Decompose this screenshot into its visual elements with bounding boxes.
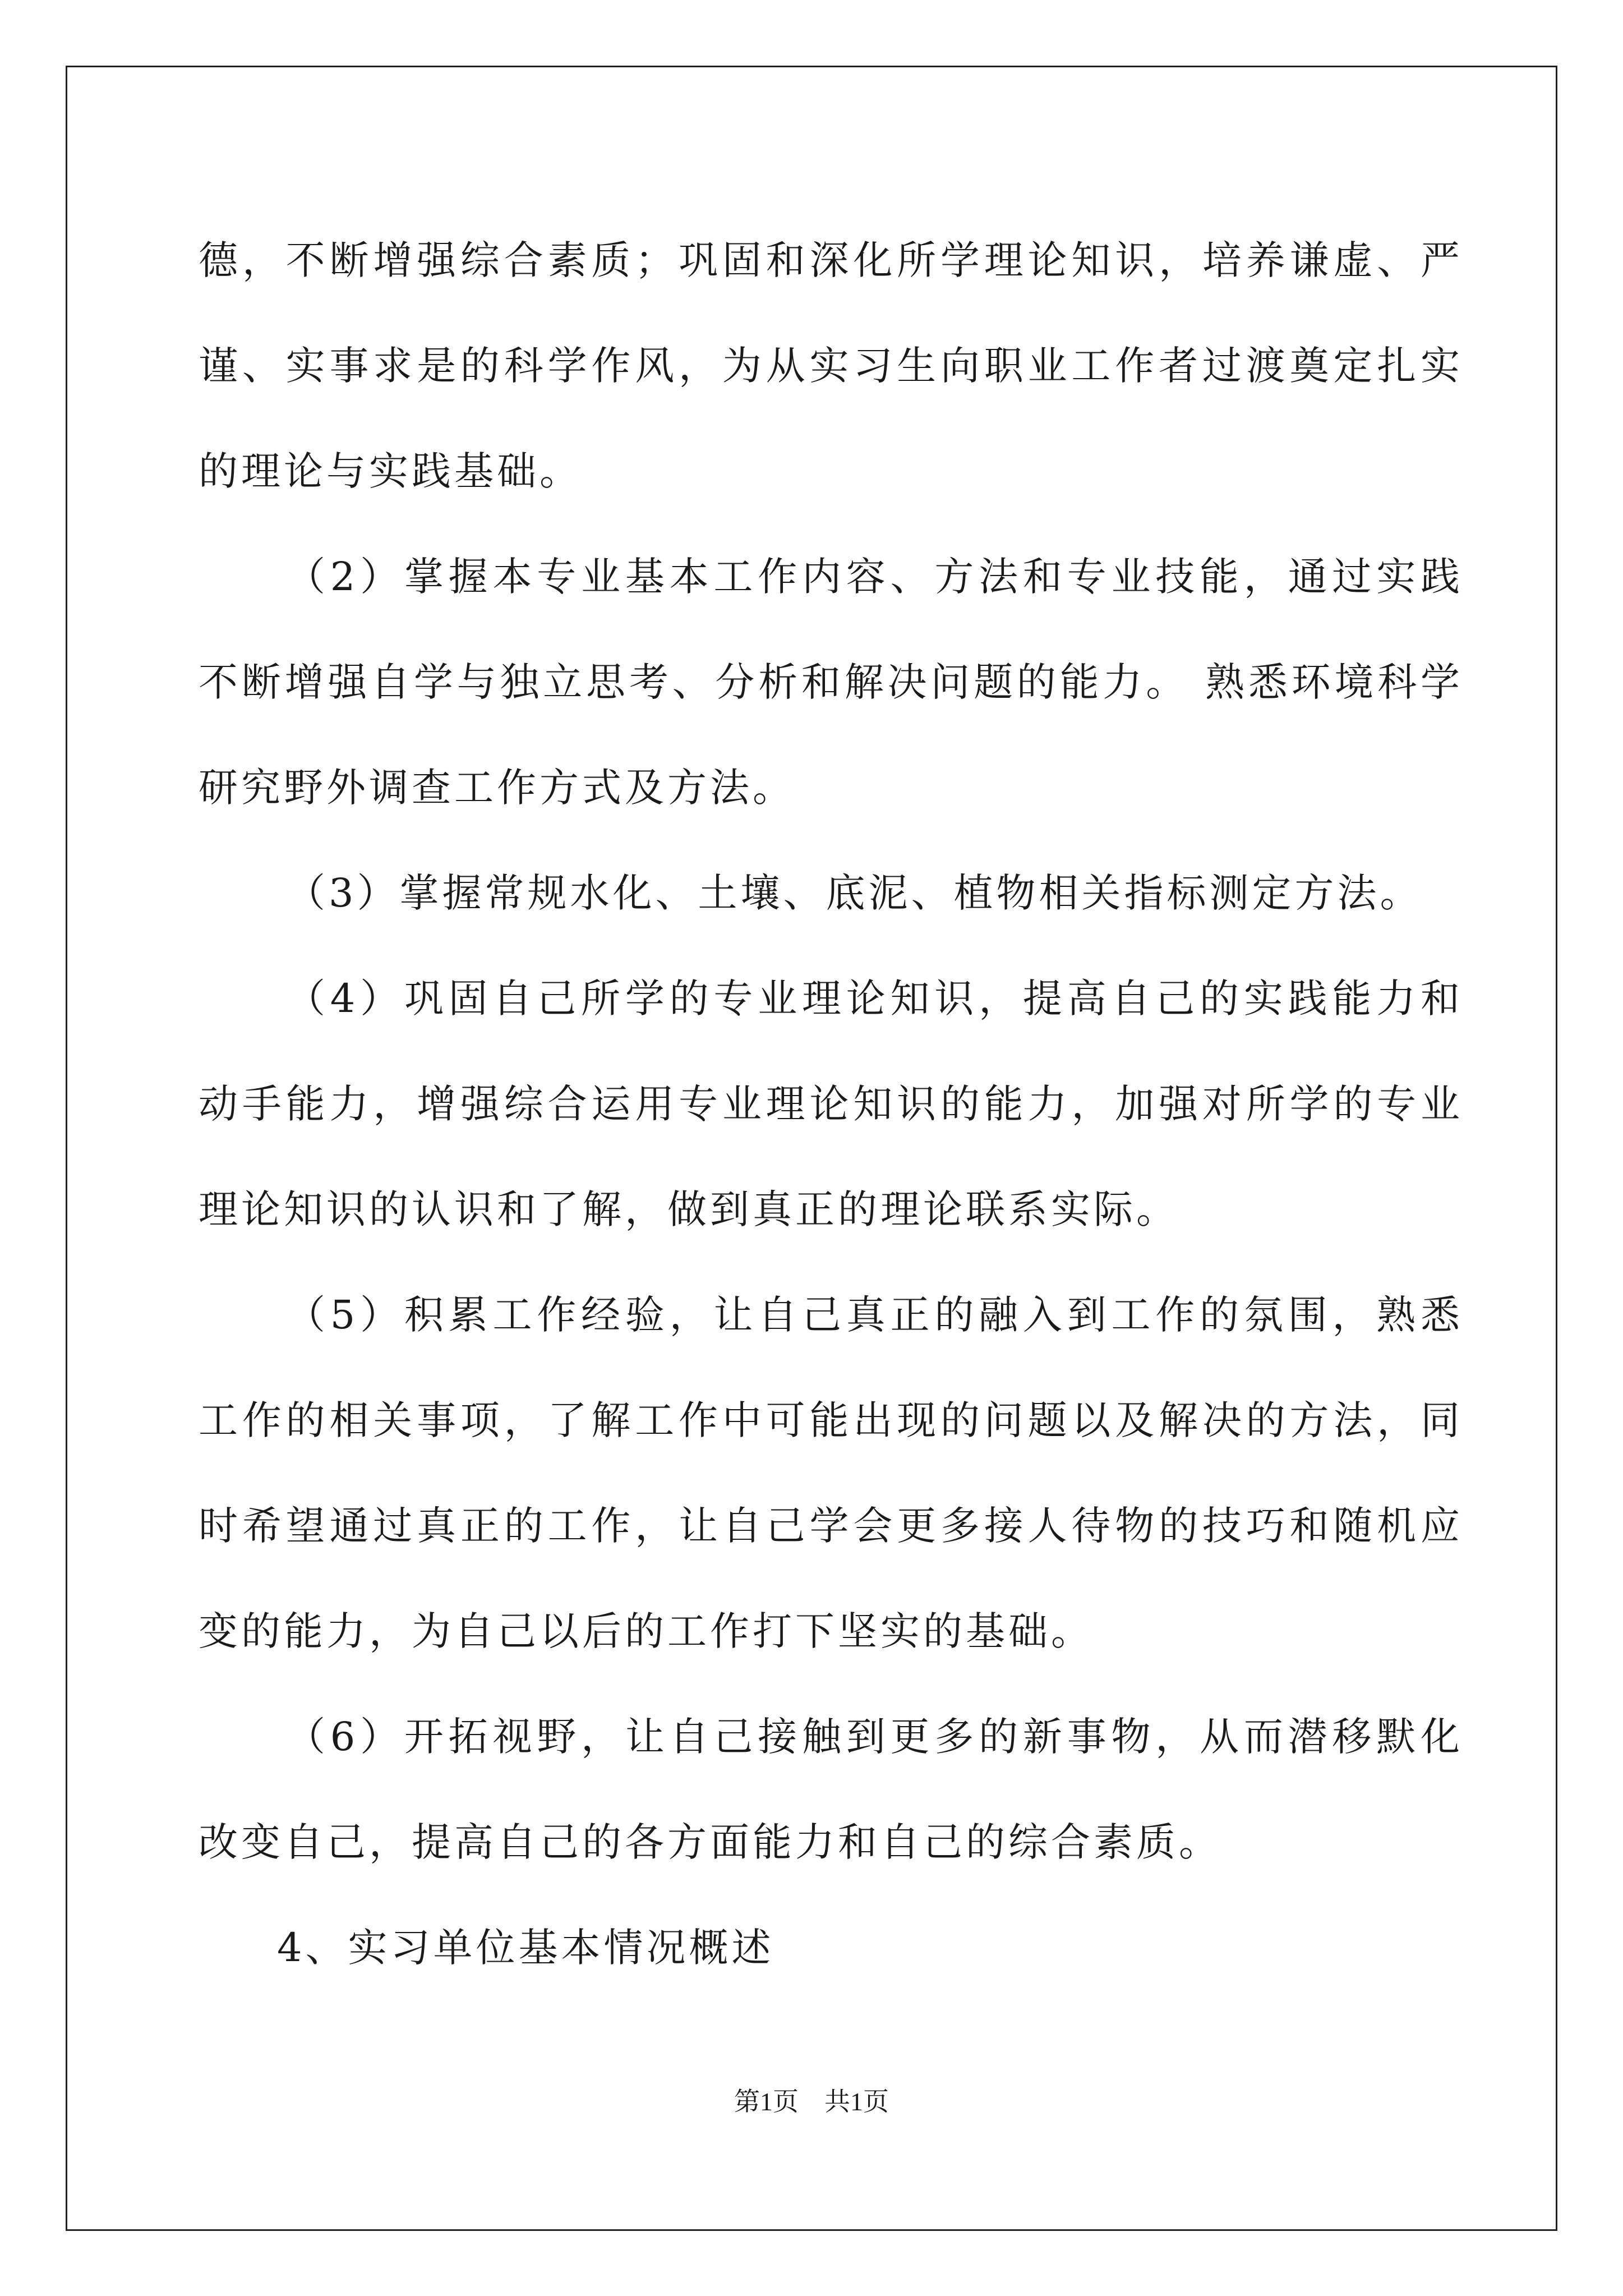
section-heading: 4、实习单位基本情况概述: [277, 1925, 774, 1971]
page-number-total: 共1页: [824, 2087, 889, 2116]
paragraph-item-2: （2）掌握本专业基本工作内容、方法和专业技能，通过实践不断增强自学与独立思考、分析和解决问题的能力。 熟悉环境科学研究野外调查工作方式及方法。: [199, 554, 1463, 811]
page-footer: [0, 2081, 1623, 2118]
paragraph-item-3: （3）掌握常规水化、土壤、底泥、植物相关指标测定方法。: [286, 870, 1423, 916]
paragraph-intro-continuation: 德，不断增强综合素质；巩固和深化所学理论知识，培养谦虚、严谨、实事求是的科学作风，为从实习生向职业工作者过渡奠定扎实的理论与实践基础。: [199, 237, 1463, 494]
paragraph-item-6: （6）开拓视野，让自己接触到更多的新事物，从而潜移默化改变自己，提高自己的各方面能力和自己的综合素质。: [199, 1714, 1463, 1865]
page-number-current: 第1页: [734, 2087, 799, 2116]
document-body: [199, 208, 1463, 2000]
paragraph-item-4: （4）巩固自己所学的专业理论知识，提高自己的实践能力和动手能力，增强综合运用专业理论知识的能力，加强对所学的专业理论知识的认识和了解，做到真正的理论联系实际。: [199, 976, 1463, 1232]
paragraph-item-5: （5）积累工作经验，让自己真正的融入到工作的氛围，熟悉工作的相关事项，了解工作中可能出现的问题以及解决的方法，同时希望通过真正的工作，让自己学会更多接人待物的技巧和随机应变的能力，为自己以后的工作打下坚实的基础。: [199, 1292, 1463, 1654]
